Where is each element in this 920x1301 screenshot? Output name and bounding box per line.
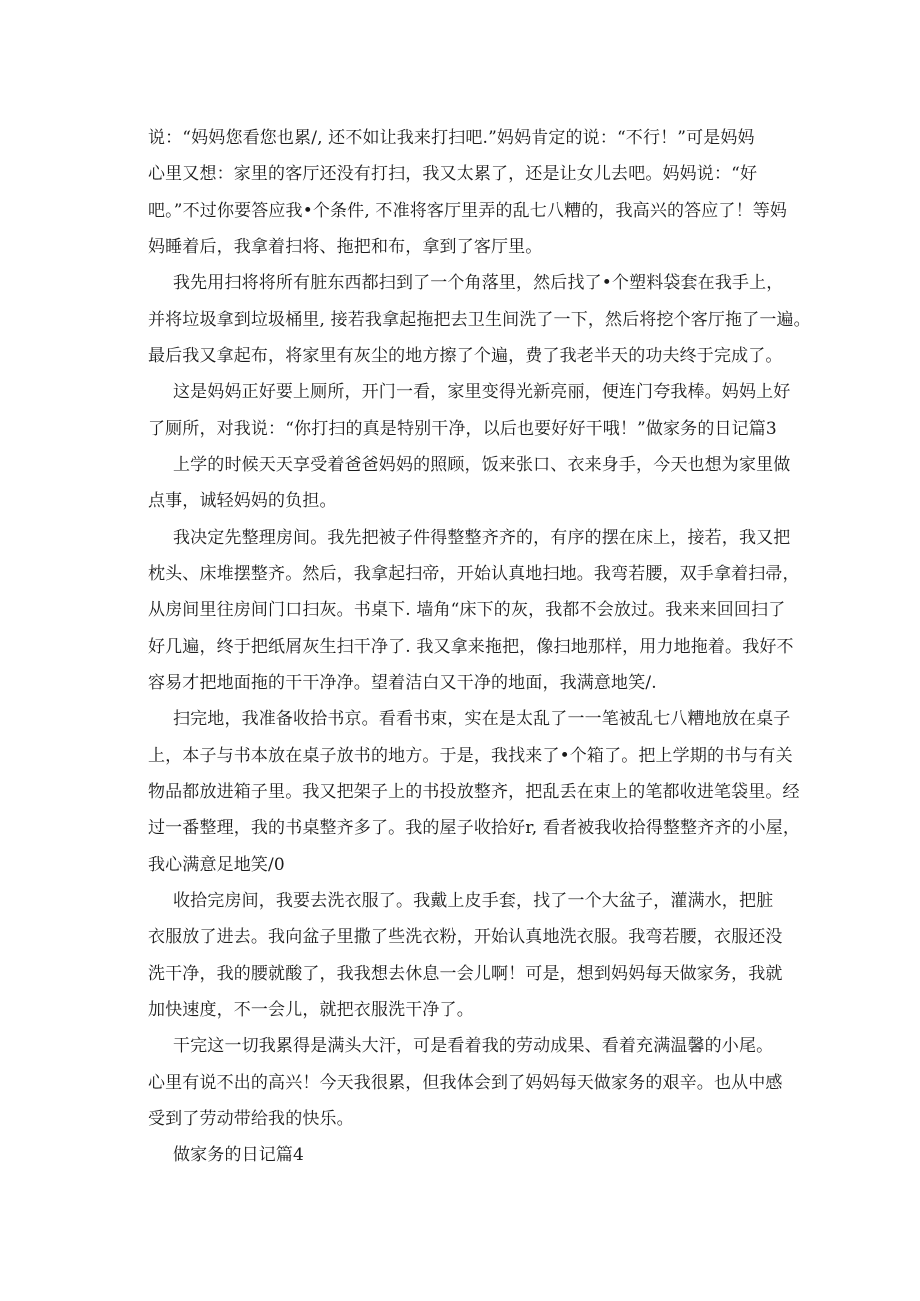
text-line: 这是妈妈正好要上厕所，开门一看，家里变得光新亮丽，便连门夸我棒。妈妈上好 (173, 382, 791, 402)
text-line: 点事，诚轻妈妈的负担。 (148, 491, 337, 511)
text-line: 说：“妈妈您看您也累/, 还不如让我来打扫吧.”妈妈肯定的说：“不行！”可是妈妈 (148, 128, 755, 148)
text-line: 洗干净，我的腰就酸了，我我想去休息一会儿啊！可是，想到妈妈每天做家务，我就 (148, 964, 783, 984)
text-line: 干完这一切我累得是满头大汗，可是看着我的劳动成果、看着充满温馨的小尾。 (173, 1036, 774, 1056)
text-line: 心里又想：家里的客厅还没有打扫，我又太累了，还是让女儿去吧。妈妈说：“好 (148, 164, 758, 184)
text-line: 容易才把地面拖的干干净净。望着洁白又干净的地面，我满意地笑/. (148, 673, 657, 693)
text-line: 枕头、床堆摆整齐。然后，我拿起扫帝，开始认真地扫地。我弯若腰，双手拿着扫帚， (148, 564, 800, 584)
text-line: 我心满意足地笑/0 (148, 855, 285, 875)
text-line: 衣服放了进去。我向盆子里撒了些洗衣粉，开始认真地洗衣服。我弯若腰，衣服还没 (148, 927, 783, 947)
text-line: 加快速度，不一会儿，就把衣服洗干净了。 (148, 1000, 474, 1020)
text-line: 心里有说不出的高兴！今天我很累，但我体会到了妈妈每天做家务的艰辛。也从中感 (148, 1073, 783, 1093)
text-line: 我先用扫将将所有脏东西都扫到了一个角落里，然后找了•个塑料袋套在我手上， (173, 273, 784, 293)
text-line: 受到了劳动带给我的快乐。 (148, 1109, 354, 1129)
text-line: 最后我又拿起布，将家里有灰尘的地方擦了个遍，费了我老半天的功夫终于完成了。 (148, 346, 783, 366)
text-line: 吧。”不过你要答应我•个条件, 不准将客厅里弄的乱七八糟的，我高兴的答应了！等妈 (148, 201, 788, 221)
section-heading: 做家务的日记篇4 (173, 1145, 305, 1165)
text-line: 过一番整理，我的书桌整齐多了。我的屋子收拾好r, 看者被我收拾得整整齐齐的小屋， (148, 818, 801, 838)
text-line: 物品都放进箱子里。我又把架子上的书投放整齐，把乱丢在束上的笔都收进笔袋里。经 (148, 782, 800, 802)
text-line: 收拾完房间，我要去洗衣服了。我戴上皮手套，找了一个大盆子，灌满水，把脏 (173, 891, 774, 911)
text-line: 我决定先整理房间。我先把被子件得整整齐齐的，有序的摆在床上，接若，我又把 (173, 528, 791, 548)
text-line: 了厕所，对我说：“你打扫的真是特别干净，以后也要好好干哦！”做家务的日记篇3 (148, 419, 777, 439)
text-line: 上学的时候天天享受着爸爸妈妈的照顾，饭来张口、衣来身手，今天也想为家里做 (173, 455, 791, 475)
text-line: 好几遍，终于把纸屑灰生扫干净了. 我又拿来拖把，像扫地那样，用力地拖着。我好不 (148, 637, 794, 657)
text-line: 妈睡着后，我拿着扫将、拖把和布，拿到了客厅里。 (148, 237, 543, 257)
text-line: 并将垃圾拿到垃圾桶里, 接若我拿起拖把去卫生间洗了一下，然后将挖个客厅拖了一遍。 (148, 310, 811, 330)
text-line: 上，本子与书本放在桌子放书的地方。于是，我找来了•个箱了。把上学期的书与有关 (148, 746, 793, 766)
text-line: 扫完地，我准备收拾书京。看看书束，实在是太乱了一一笔被乱七八糟地放在桌子 (173, 709, 791, 729)
text-line: 从房间里往房间门口扫灰。书桌下. 墙角“床下的灰，我都不会放过。我来来回回扫了 (148, 600, 786, 620)
